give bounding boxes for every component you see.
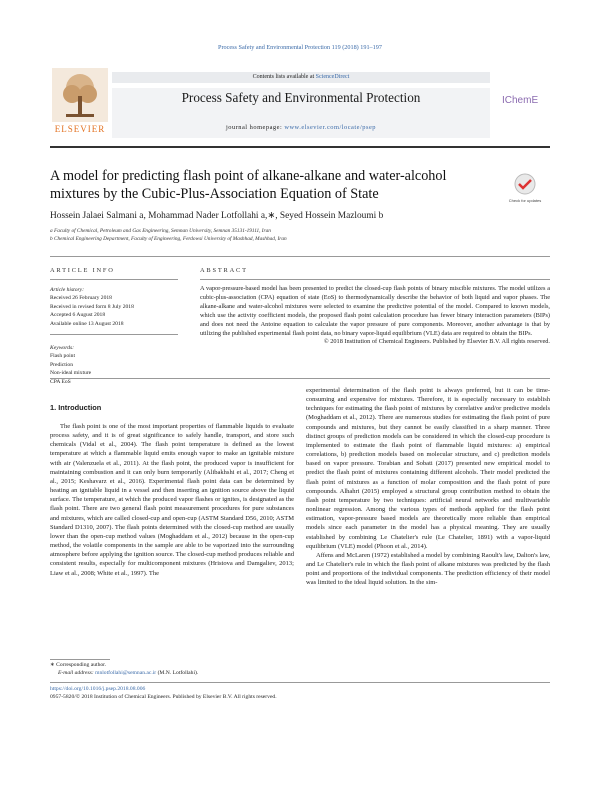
abstract-copyright: © 2018 Institution of Chemical Engineers. Published by Elsevier B.V. All rights reserved. (323, 338, 550, 346)
abstract-bottom-divider (50, 378, 550, 379)
history-received: Received 26 February 2018 (50, 295, 112, 302)
history-label: Article history: (50, 287, 85, 293)
keyword-item: Non-ideal mixture (50, 370, 92, 377)
history-revised: Received in revised form 8 July 2018 (50, 303, 134, 310)
keywords-label: Keywords: (50, 345, 75, 351)
introduction-heading: 1. Introduction (50, 403, 102, 412)
article-info-heading: ARTICLE INFO (50, 267, 115, 274)
journal-title: Process Safety and Environmental Protection (181, 90, 421, 105)
abstract-text: A vapor-pressure-based model has been presented to predict the closed-cup flash points of binary miscible mixtures. The model utilizes a cubic-plus-association (CPA) equation of state (EoS) to thermodynamically describe the behavior of both liquid and vapor phases. The alkane-alkane and water-alcohol mixtures were selected to examine the predictive potential of the model. Compared to known models, which use the activity coefficient models, the proposed flash point calculation procedure has fewer binary interaction parameters (BIPs) and does not need the Antoine equation to calculate the vapor pressure of pure components. Moreover, another advantage is that by utilizing the published experimental flash point data, no binary vapor-liquid equilibrium (VLE) data are required to obtain the BIPs. (200, 285, 550, 337)
check-badge-label: Check for updates (508, 198, 542, 203)
journal-citation-line[interactable]: Process Safety and Environmental Protection 119 (2018) 191–197 (218, 44, 382, 51)
footnote-rule (50, 659, 110, 660)
affiliation-a: a Faculty of Chemical, Petroleum and Gas Engineering, Semnan University, Semnan 35131-19111, Iran (50, 228, 271, 234)
issn-line: 0957-5820/© 2018 Institution of Chemical Engineers. Published by Elsevier B.V. All rights reserved. (50, 694, 277, 700)
corresponding-author-note: ∗ Corresponding author. (50, 662, 107, 668)
elsevier-wordmark: ELSEVIER (54, 124, 106, 134)
icheme-logo-text: IChemE (502, 95, 539, 106)
article-history (50, 286, 178, 328)
header-divider (50, 146, 550, 148)
right-column (306, 386, 550, 587)
email-suffix: (M.N. Lotfollahi). (156, 669, 199, 676)
abstract-heading: ABSTRACT (200, 267, 248, 274)
footnote (50, 662, 290, 677)
keyword-item: Prediction (50, 361, 73, 368)
homepage-link[interactable]: www.elsevier.com/locate/psep (284, 124, 376, 131)
history-rule (50, 334, 178, 335)
contents-bar (112, 72, 490, 83)
left-column (50, 422, 294, 578)
article-info-rule (50, 279, 178, 280)
intro-paragraph-1: The flash point is one of the most important properties of flammable liquids to evaluate process safety, and it is of great significance to safely handle, transport, and store such chemicals (Vidal et al., 2004). The flash point temperature is defined as the lowest temperature at which a flammable liquid emits enough vapor to make an ignitable mixture with air (Valenzuela et al., 2011). At the flash point, the produced vapor is insufficient for maintaining combustion and it can only burn temporarily (Alibakhshi et al., 2017; Cheng et al., 2015; Keshavarz et al., 2016). Experimental flash point data can be determined by heating an ignitable liquid in a vessel and then inserting an ignition source above the liquid surface. The temperature, at which the produced vapor flashes or ignites, is designated as the flash point. There are two general flash point measurement procedures for pure substances and mixtures, which are called closed-cup and open-cup (ASTM Standard D56, 2010; ASTM Standard D1310, 2007). The flash points determined with the closed-cup method are usually lower than the open-cup method values (Moghaddam et al., 2012) because in the open-cup method, the volatile components in the sample are able to be vaporized into the surrounding atmosphere before applying the ignition source. The closed-cup method produces reliable and consistent results, especially for multicomponent mixtures (Hristova and Damgaliev, 2013; Liaw et al., 2008; White et al., 1997). The (50, 423, 294, 577)
history-online: Available online 13 August 2018 (50, 320, 124, 327)
email-link[interactable]: mnlotfollahi@semnan.ac.ir (95, 669, 157, 676)
email-label: E-mail address: (58, 669, 96, 676)
doi-link[interactable]: https://doi.org/10.1016/j.psep.2018.08.006 (50, 686, 146, 692)
icheme-logo (502, 88, 552, 112)
abstract-body (200, 285, 550, 347)
footer-rule (50, 682, 550, 683)
sciencedirect-link[interactable]: ScienceDirect (315, 74, 350, 80)
intro-paragraph-3: Affens and McLaren (1972) established a model by combining Raoult's law, Dalton's law, and Le Chatelier's rule in which the flash point of alkane mixtures was predicted by the flash point and proportions of the individual components. The prediction efficiency of their model was limited to the ideal liquid solution. In the sim- (306, 551, 550, 587)
homepage-prefix: journal homepage: (225, 124, 285, 131)
affiliation-b: b Chemical Engineering Department, Faculty of Engineering, Ferdowsi University of Mashhad, Mashhad, Iran (50, 236, 287, 242)
abstract-rule (200, 279, 550, 280)
keywords (50, 344, 178, 386)
article-title: A model for predicting flash point of alkane-alkane and water-alcohol mixtures by the Cubic-Plus-Association Equation of State (50, 168, 447, 202)
contents-prefix: Contents lists available at (252, 74, 316, 80)
keyword-item: Flash point (50, 353, 76, 360)
check-for-updates-badge[interactable] (505, 170, 545, 210)
history-accepted: Accepted 6 August 2018 (50, 312, 106, 319)
email-line (50, 670, 290, 678)
author-list: Hossein Jalaei Salmani a, Mohammad Nader Lotfollahi a,∗, Seyed Hossein Mazloumi b (50, 211, 384, 221)
keyword-item: CPA EoS (50, 378, 71, 385)
intro-paragraph-2: experimental determination of the flash point is always preferred, but it can be time-consuming and expensive for mixtures. Therefore, it is especially necessary to establish techniques for estimating the flash point of mixtures by correlative and/or predictive models (Moghaddam et al., 2012). There are numerous studies for estimating the flash point of pure compounds and mixtures, but they cannot be easily classified in a sharp manner. Three distinct groups of prediction models can be considered in which the closed-cup procedure is implemented to estimate the flash point of flammable liquid mixtures: a) empirical correlations, b) prediction models based on molecular structure, and c) prediction models based on vapor pressure. Torabian and Sobati (2017) presented new empirical model to predict the flash point of mixtures containing different alcohols. Their model predicted the flash point of mixtures as a function of molar composition and the flash point of pure compounds. Alhahri (2015) employed a structural group contribution method to obtain the flash point temperature by two techniques: artificial neural networks and multivariable nonlinear regression. Among the various types of methods applied for the flash point estimation, vapor-pressure based models are theoretically more reliable than empirical models since each parameter in the model has a physical meaning. They are usually established by combining Le Chatelier's rule (Le Chatelier, 1891) with a vapor-liquid equilibrium (VLE) model (Phoon et al., 2014). (306, 387, 550, 550)
elsevier-tree-logo (52, 68, 108, 128)
journal-homepage (112, 124, 490, 131)
affiliation-divider (50, 256, 550, 257)
